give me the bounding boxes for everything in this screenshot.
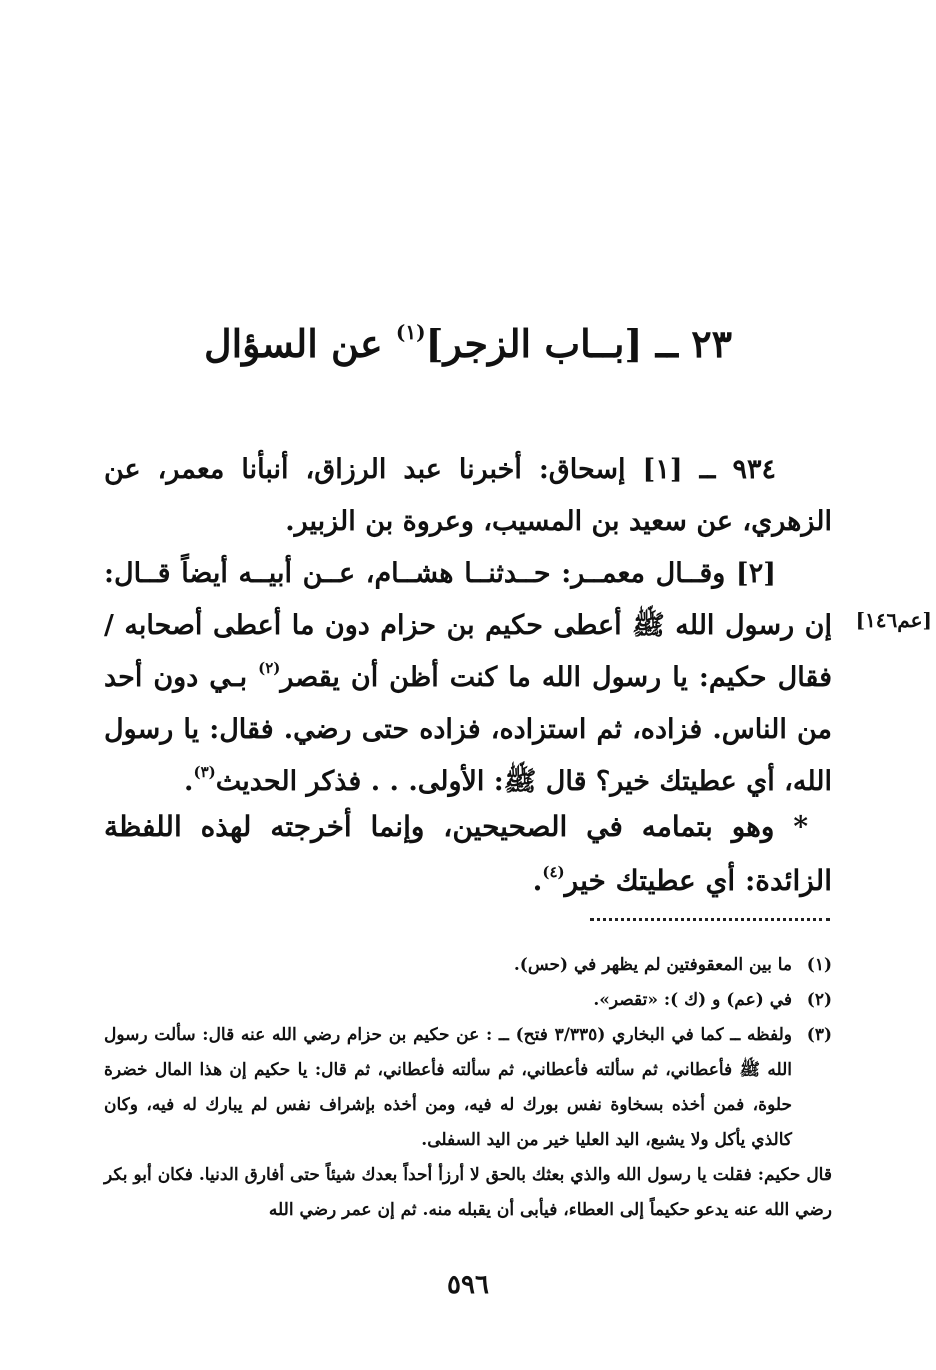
manuscript-margin-marker: [عم١٤٦] xyxy=(855,608,932,632)
hadith-paragraph-2 xyxy=(104,548,832,808)
footnote-3 xyxy=(104,1018,832,1158)
author-comment-text: * وهو بتمامه في الصحيحين، وإنما أخرجته لهذه اللفظة الزائدة: أي عطيتك خير xyxy=(104,810,832,897)
footnote-continuation: قال حكيم: فقلت يا رسول الله والذي بعثك بالحق لا أرزأ أحداً بعدك شيئاً حتى أفارق الدنيا. فكان أبو بكر رضي الله عنه يدعو حكيماً إلى العطاء، فيأبى أن يقبله منه. ثم إن عمر رضي الله xyxy=(104,1165,832,1220)
hadith-paragraph-934: ٩٣٤ ــ [١] إسحاق: أخبرنا عبد الرزاق، أنبأنا معمر، عن الزهري، عن سعيد بن المسيب، وعروة بن الزبير. xyxy=(104,454,832,537)
chapter-title-rest: عن السؤال xyxy=(203,321,396,366)
footnotes-section xyxy=(104,948,832,1228)
hadith-text-part-c: . xyxy=(184,766,194,797)
hadith-text-part-a: [٢] وقــال معمــر: حــدثنــا هشــام، عــن أبيــه أيضاً قــال: إن رسول الله ﷺ أعطى حكيم بن حزام دون ما أعطى أصحابه / فقال حكيم: يا رسول الله ما كنت أظن أن يقصر xyxy=(104,558,832,693)
author-comment-paragraph xyxy=(104,800,832,908)
footnote-ref-2: (٢) xyxy=(258,659,281,677)
chapter-title-main: ٢٣ ــ [بــاب الزجر] xyxy=(425,321,733,366)
footnote-separator xyxy=(590,918,830,921)
footnote-ref-4: (٤) xyxy=(542,863,565,881)
chapter-title xyxy=(180,318,756,370)
author-comment-end: . xyxy=(532,864,543,897)
footnote-number: (٣) xyxy=(806,1025,832,1045)
footnote-number: (٢) xyxy=(806,990,832,1010)
footnote-text: في (عم) و (ك ): «تقصر». xyxy=(593,990,792,1010)
footnote-2 xyxy=(104,983,832,1018)
hadith-text-part-b: بـي دون أحد من الناس. فزاده، ثم استزاده، فزاده حتى رضي. فقال: يا رسول الله، أي عطيتك خير؟ قال ﷺ: الأولى. . . فذكر الحديث xyxy=(104,662,832,797)
footnote-number: (١) xyxy=(806,955,832,975)
footnote-ref-1: (١) xyxy=(395,320,426,344)
footnote-1 xyxy=(104,948,832,983)
footnote-text: ولفظه ــ كما في البخاري (٣/٣٣٥ فتح) ــ : عن حكيم بن حزام رضي الله عنه قال: سألت رسول الله ﷺ فأعطاني، ثم سألته فأعطاني، ثم سألته فأعطاني، ثم قال: يا حكيم إن هذا المال خضرة حلوة، فمن أخذه بسخاوة نفس بورك له فيه، ومن أخذه بإشراف نفس لم يبارك له فيه، وكان كالذي يأكل ولا يشبع، اليد العليا خير من اليد السفلى. xyxy=(104,1025,792,1150)
page-number: ٥٩٦ xyxy=(447,1270,489,1300)
footnote-text: ما بين المعقوفتين لم يظهر في (حس). xyxy=(513,955,792,975)
footnote-ref-3: (٣) xyxy=(193,763,216,781)
